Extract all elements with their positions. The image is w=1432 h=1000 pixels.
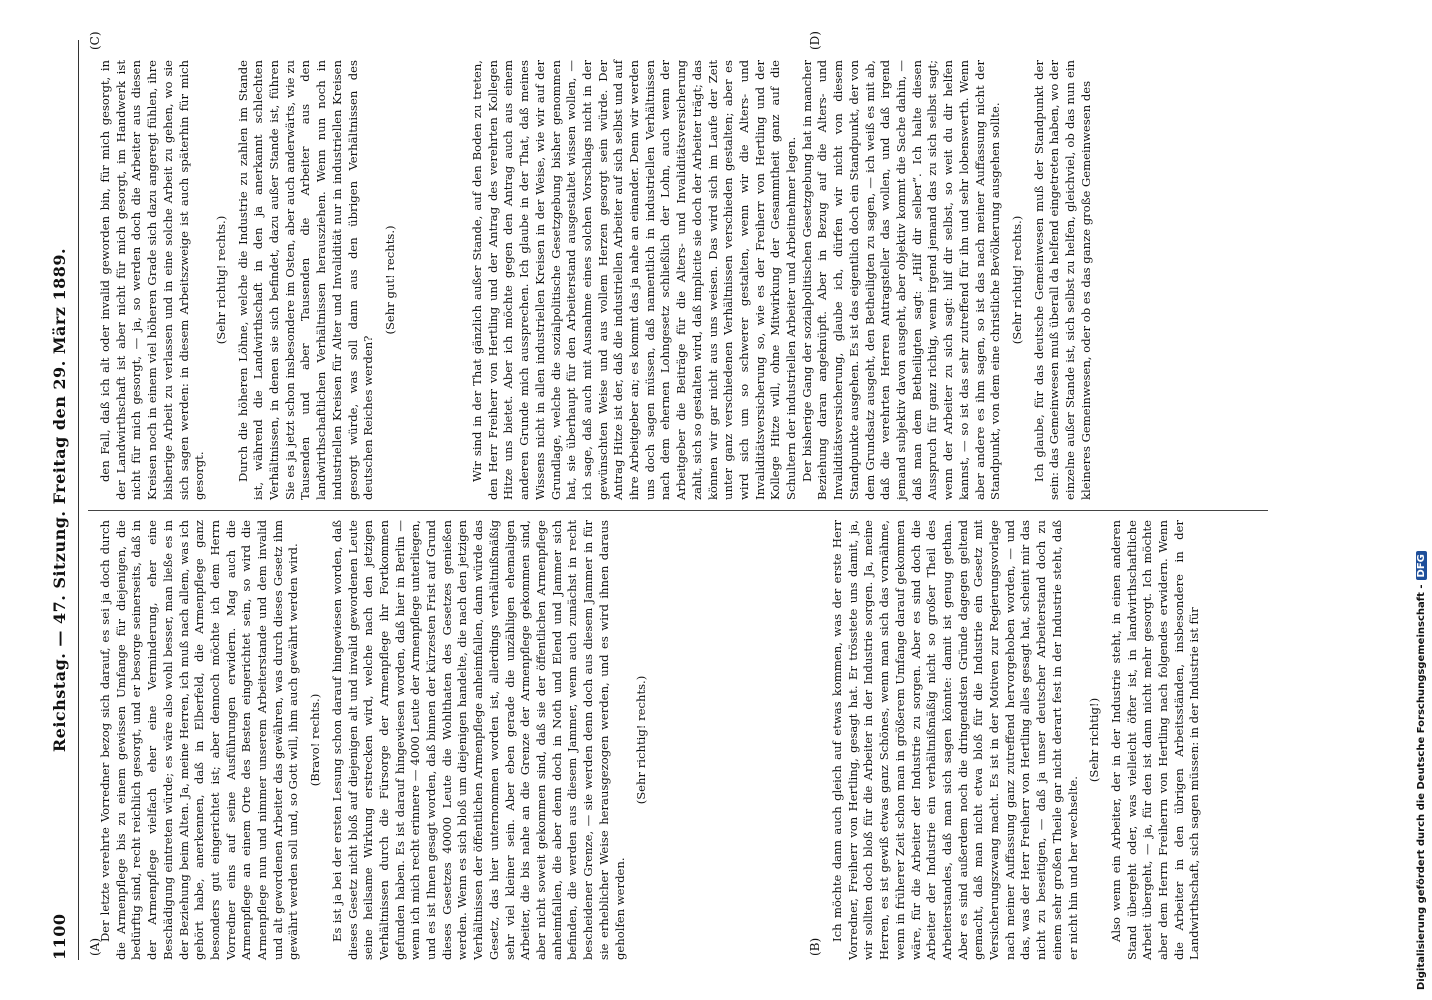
right-column-upper xyxy=(98,60,458,500)
paragraph: Der letzte verehrte Vorredner bezog sich darauf, es sei ja doch durch die Armenpflege bis zu einem gewissen Umfange für diejenigen, die bedürftig sind, recht reichlich gesorgt, und er besorge seinerseits, daß in der Armenpflege vielfach eher eine Verminderung, eher eine Beschädigung eintreten würde; es wäre also wohl besser, man ließe es in der Beziehung beim Alten. Ja, meine Herren, ich muß nach allem, was ich gehört habe, anerkennen, daß in Elberfeld, die Armenpflege ganz besonders gut eingerichtet ist; aber dennoch möchte ich dem Herrn Vorredner eins auf seine Ausführungen erwidern. Mag auch die Armenpflege an einem Orte des Besten eingerichtet sein, so wird die Armenpflege nun und nimmer unserem Arbeiterstande und dem invalid und alt gewordenen Arbeiter das gewähren, was durch dieses Gesetz ihm gewährt werden soll und, so Gott will, ihm auch gewährt werden wird. xyxy=(98,520,301,960)
paragraph: Durch die höheren Löhne, welche die Industrie zu zahlen im Stande ist, während die Landwirthschaft in den ja anerkannt schlechten Verhältnissen, in denen sie sich befindet, dazu außer Stande ist, führen Sie es ja jetzt schon insbesondere im Osten, aber auch anderwärts, wie zu Tausenden und aber Tausenden die Arbeiter aus den landwirthschaftlichen Verhältnissen herausziehen. Wenn nun noch in industriellen Kreisen für Alter und Invalidität nur in industriellen Kreisen gesorgt würde, was soll dann aus den übrigen Verhältnissen des deutschen Reiches werden? xyxy=(235,60,376,500)
paragraph: Wir sind in der That gänzlich außer Stande, auf den Boden zu treten, den Herr Freiherr von Hertling und der Antrag des verehrten Kollegen Hitze uns bietet. Aber ich möchte gegen den Antrag auch aus einem anderen Grunde mich aussprechen. Ich glaube in der That, daß meines Wissens nicht in allen industriellen Kreisen in der Weise, wie wir auf der Grundlage, welche die sozialpolitische Gesetzgebung bisher genommen hat, sie überhaupt für den Arbeiterstand ausgestaltet wissen wollen, — ich sage, daß auch mit Ausnahme eines solchen Vorschlags nicht in der gewünschten Weise und aus vollem Herzen gesorgt sein würde. Der Antrag Hitze ist der, daß die industriellen Arbeiter auf sich selbst und auf ihre Arbeitgeber an; es kommt das ja nahe an einander. Denn wir werden uns doch sagen müssen, daß namentlich in industriellen Verhältnissen nach dem ehernen Lohngesetz schließlich der Lohn, auch wenn der Arbeitgeber die Beiträge für die Alters- und Invaliditätsversicherung zahlt, sich so gestalten wird, daß implicite sie doch der Arbeiter trägt; das können wir gar nicht aus uns weisen. Das wird sich im Laufe der Zeit unter ganz verschiedenen Verhältnissen verschieden gestalten; aber es wird sich um so schwerer gestalten, wenn wir die Alters- und Invaliditätsversicherung so, wie es der Freiherr von Hertling und der Kollege Hitze will, ohne Mitwirkung der Gesammtheit ganz auf die Schultern der industriellen Arbeiter und Arbeitnehmer legen. xyxy=(470,60,799,500)
page-title: Reichstag. — 47. Sitzung. Freitag den 29. März 1889. xyxy=(50,247,69,753)
paragraph: Es ist ja bei der ersten Lesung schon darauf hingewiesen worden, daß dieses Gesetz nicht bloß auf diejenigen alt und invalid gewordenen Leute seine heilsame Wirkung erstrecken wird, welche nach den jetzigen Verhältnissen durch die Fürsorge der Armenpflege ihr Fortkommen gefunden haben. Es ist darauf hingewiesen worden, daß hier in Berlin — wenn ich mich recht erinnere — 4000 Leute der Armenpflege unterliegen, und es ist Ihnen gesagt worden, daß binnen der kürzesten Frist auf Grund dieses Gesetzes 40000 Leute die Wohlthaten des Gesetzes genießen werden. Wenn es sich bloß um diejenigen handelte, die nach den jetzigen Verhältnissen der öffentlichen Armenpflege anheimfallen, dann würde das Gesetz, das hier unternommen worden ist, allerdings verhältnißmäßig sehr viel kleiner sein. Aber eben gerade die unzähligen ehemaligen Arbeiter, die bis nahe an die Grenze der Armenpflege gekommen sind, aber nicht soweit gekommen sind, daß sie der öffentlichen Armenpflege anheimfallen, die aber denn doch in Noth und Elend und Jammer sich befinden, die werden aus diesem Jammer, wenn auch zunächst in recht bescheidener Grenze, — sie werden denn doch aus diesem Jammer in für sie erheblicher Weise herausgezogen werden, und es wird ihnen daraus geholfen werden. xyxy=(329,520,627,960)
margin-marker-c: (C) xyxy=(88,31,102,50)
margin-marker-a: (A) xyxy=(88,937,102,956)
dfg-logo: DFG xyxy=(1416,551,1427,580)
paragraph: Also wenn ein Arbeiter, der in der Industrie steht, in einen anderen Stand übergeht oder, was vielleicht öfter ist, in landwirthschaftliche Arbeit übergeht, — ja, für den ist dann nicht mehr gesorgt. Ich möchte aber dem Herrn Freiherrn von Hertling nach folgendes erwidern. Wenn die Arbeiter in den übrigen Arbeitsständen, insbesondere in der Landwirthschaft, sich sagen müssen: in der Industrie ist für xyxy=(1108,520,1202,960)
interjection: (Sehr richtig! rechts.) xyxy=(1009,215,1024,345)
paragraph: Ich möchte dann auch gleich auf etwas kommen, was der erste Herr Vorredner, Freiherr von Hertling, gesagt hat. Er trösstete uns damit, ja, wir sollten doch bloß für die Arbeiter in der Industrie sorgen. Ja, meine Herren, es ist gewiß etwas ganz Schönes, wenn man sich das vornähme, wenn in früherer Zeit schon man in größerem Umfange darauf gekommen wäre, für die Arbeiter der Industrie zu sorgen. Aber es sind doch die Arbeiter der Industrie ein verhältnißmäßig nicht so großer Theil des Arbeiterstandes, daß man sich sagen könnte: damit ist genug gethan. Aber es sind außerdem noch die dringendsten Gründe dagegen geltend gemacht, daß man nicht etwa bloß für die Industrie ein Gesetz mit Versicherungszwang macht. Es ist in der Motiven zur Regierungsvorlage nach meiner Auffassung ganz zutreffend hervorgehoben worden, — und das, was der Herr Freiherr von Hertling alles gesagt hat, scheint mir das nicht zu beseitigen, — daß ja unser deutscher Arbeiterstand doch zu einem sehr großen Theile gar nicht derart fest in der Industrie steht, daß er nicht hin und her wechselte. xyxy=(830,520,1080,960)
right-column-lower xyxy=(470,60,1270,500)
paragraph: den Fall, daß ich alt oder invalid geworden bin, für mich gesorgt, in der Landwirthschaft ist aber nicht für mich gesorgt, im Handwerk ist nicht für mich gesorgt, — ja, so werden doch die Arbeiter aus diesen Kreisen noch in einem viel höheren Grade sich dazu angeregt fühlen, ihre bisherige Arbeit zu verlassen und in eine solche Arbeit zu gehen, wo sie sich sagen werden: in diesem Arbeitszweige ist auch späterhin für mich gesorgt. xyxy=(98,60,207,500)
left-column-upper xyxy=(98,520,808,960)
paragraph: Der bisherige Gang der sozialpolitischen Gesetzgebung hat in mancher Beziehung daran angeknüpft. Aber in Bezug auf die Alters- und Invaliditätsversicherung, glaube ich, dürfen wir nicht von diesem Standpunkte ausgehen. Es ist das eigentlich doch ein Standpunkt, der von dem Grundsatz ausgeht, den Betheiligten zu sagen, — ich weiß es mit ab, daß die verehrten Herren Antragsteller das wollen, und daß irgend jemand subjektiv davon ausgeht, aber objektiv kommt die Sache dahin, — daß man dem Betheiligten sagt: „Hilf dir selber“. Ich halte diesen Ausspruch für ganz richtig, wenn irgend jemand das zu sich selbst sagt; wenn der Arbeiter zu sich sagt: hilf dir selbst, so weit du dir helfen kannst, — so ist das sehr zutreffend für ihn und sehr lobenswerth. Wenn aber andere es ihm sagen, so ist das nach meiner Auffassung nicht der Standpunkt, von dem eine christliche Bevölkerung ausgehen sollte. xyxy=(799,60,1003,500)
header-rule xyxy=(78,40,79,960)
interjection: (Sehr richtig! rechts.) xyxy=(213,215,228,345)
credit-text: Digitalisierung gefördert durch die Deutsche Forschungsgemeinschaft - xyxy=(1416,584,1427,990)
left-column-lower xyxy=(830,520,1270,960)
paragraph: Ich glaube, für das deutsche Gemeinwesen muß der Standpunkt der sein: das Gemeinwesen muß überall da helfend eingetreten haben, wo der einzelne außer Stande ist, sich selbst zu helfen, gleichviel, ob das nun ein kleineres Gemeinwesen, oder ob es das ganze große Gemeinwesen des xyxy=(1031,60,1093,500)
page-header xyxy=(50,40,76,960)
interjection: (Bravo! rechts.) xyxy=(308,693,323,787)
interjection: (Sehr richtig! rechts.) xyxy=(634,675,649,805)
margin-marker-b: (B) xyxy=(808,937,822,956)
interjection: (Sehr gut! rechts.) xyxy=(382,225,397,335)
digitization-credit xyxy=(1416,10,1430,990)
interjection: (Sehr richtig!) xyxy=(1087,697,1102,783)
page-number: 1100 xyxy=(50,913,69,960)
column-divider xyxy=(88,510,1268,511)
margin-marker-d: (D) xyxy=(808,31,822,50)
